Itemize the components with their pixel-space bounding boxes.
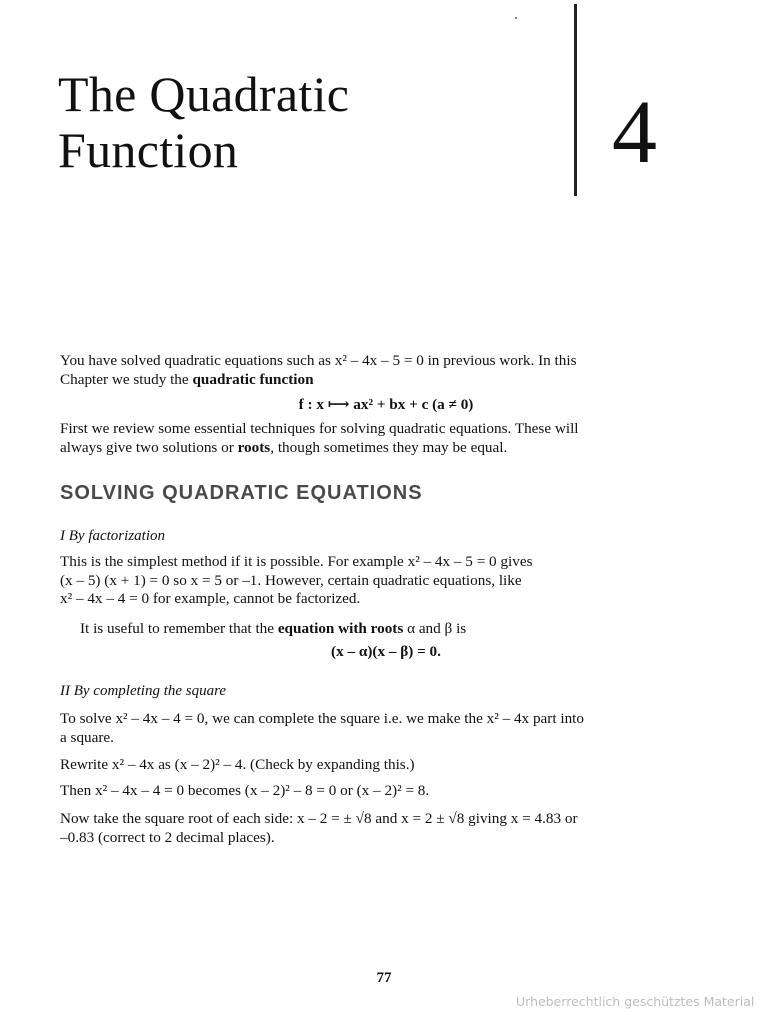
chapter-title-line-1: The Quadratic [58,66,350,122]
method-1-paragraph [60,553,712,609]
method-1-line-2: (x – 5) (x + 1) = 0 so x = 5 or –1. However, certain quadratic equations, like [60,571,522,589]
chapter-divider-rule [574,4,577,196]
method-2-square-root [60,810,712,847]
method-2-line-5: Now take the square root of each side: x – 2 = ± √8 and x = 2 ± √8 giving x = 4.83 or [60,810,578,827]
method-2-heading: II By completing the square [60,683,227,699]
method-2-line-1: To solve x² – 4x – 4 = 0, we can complete the square i.e. we make the x² – 4x part into [60,710,584,727]
intro-line-4 [60,439,712,458]
scan-speck [515,17,517,19]
intro-paragraph-2 [60,420,712,457]
method-2-then: Then x² – 4x – 4 = 0 becomes (x – 2)² – 8 = 0 or (x – 2)² = 8. [60,782,430,799]
intro-line-3: First we review some essential techniques for solving quadratic equations. These will [60,420,579,437]
intro-line-4-prefix: always give two solutions or [60,438,238,456]
intro-line-1: You have solved quadratic equations such as x² – 4x – 5 = 0 in previous work. In this [60,352,577,369]
intro-line-4-suffix: , though sometimes they may be equal. [270,438,508,456]
method-2-intro [60,710,712,747]
roots-term: roots [237,438,271,456]
method-1-line-3: x² – 4x – 4 = 0 for example, cannot be factorized. [60,590,361,607]
roots-note [80,620,712,639]
method-2-line-2: a square. [60,728,114,746]
copyright-watermark: Urheberrechtlich geschütztes Material [516,994,755,1009]
method-1-heading: I By factorization [60,528,165,544]
chapter-title-line-2: Function [58,122,239,178]
section-heading: SOLVING QUADRATIC EQUATIONS [60,482,423,504]
roots-note-prefix: It is useful to remember that the [80,620,278,637]
method-2-rewrite: Rewrite x² – 4x as (x – 2)² – 4. (Check by expanding this.) [60,756,415,773]
intro-line-2-text: Chapter we study the [60,370,193,388]
roots-equation: (x – α)(x – β) = 0. [331,643,441,660]
intro-line-2 [60,371,712,390]
page-number: 77 [376,970,392,986]
chapter-title [58,66,349,178]
method-1-line-1: This is the simplest method if it is possible. For example x² – 4x – 5 = 0 gives [60,553,533,570]
roots-note-suffix: α and β is [403,620,467,637]
quadratic-function-term: quadratic function [192,370,314,388]
function-definition: f : x ⟼ ax² + bx + c (a ≠ 0) [298,396,474,413]
equation-with-roots-term: equation with roots [277,620,404,637]
chapter-number: 4 [612,83,657,182]
intro-paragraph [60,352,712,389]
method-2-line-6: –0.83 (correct to 2 decimal places). [60,828,275,846]
